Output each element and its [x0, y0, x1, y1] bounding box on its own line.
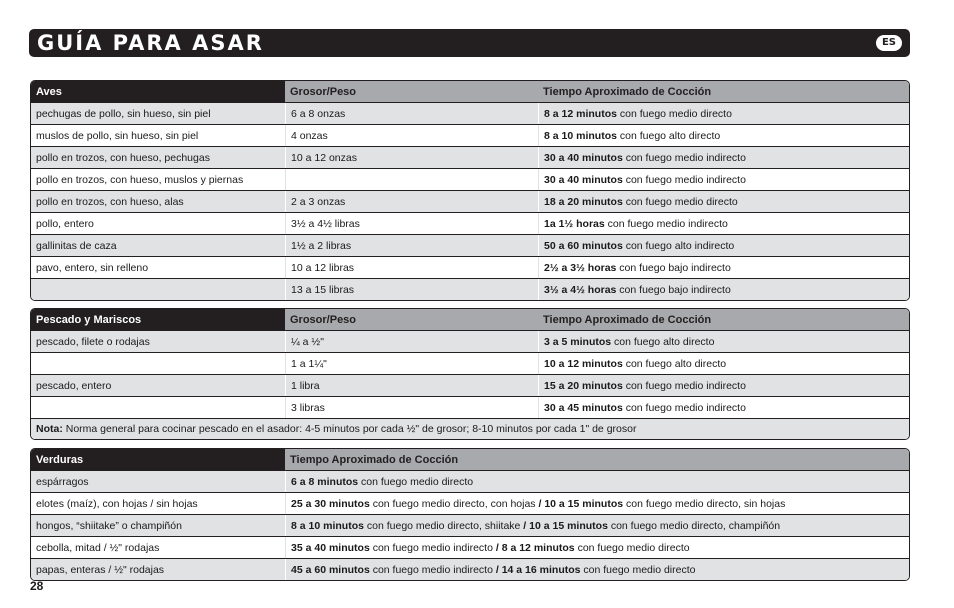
weight-cell: [285, 169, 538, 190]
time-b2: 14 a 16 minutos: [501, 563, 581, 576]
note-label: Nota:: [36, 423, 63, 435]
pescado-header-time: Tiempo Aproximado de Cocción: [538, 309, 909, 330]
weight-cell: 13 a 15 libras: [285, 279, 538, 300]
page-title-bar: [29, 29, 910, 57]
time-detail: con fuego alto directo: [616, 129, 721, 142]
table-row: [31, 558, 909, 580]
table-row: [31, 168, 909, 190]
time-cell: [538, 331, 909, 352]
page-number: 28: [30, 579, 44, 593]
time-bold: 30 a 45 minutos: [544, 401, 623, 414]
item-cell: pollo en trozos, con hueso, pechugas: [36, 151, 210, 164]
table-row: [31, 536, 909, 558]
table-row: [31, 470, 909, 492]
time-detail: con fuego medio directo: [622, 195, 738, 208]
table-row: [31, 190, 909, 212]
verduras-header-item: Verduras: [31, 449, 285, 470]
weight-cell: 6 a 8 onzas: [285, 103, 538, 124]
aves-header: [31, 81, 909, 102]
aves-table: [30, 80, 910, 301]
time-cell: [285, 537, 909, 558]
time-b2: 10 a 15 minutos: [529, 519, 608, 532]
time-detail: con fuego alto directo: [611, 335, 715, 348]
time-b1: 25 a 30 minutos: [291, 497, 370, 510]
item-cell: gallinitas de caza: [36, 239, 117, 252]
time-bold: 30 a 40 minutos: [544, 173, 623, 186]
time-bold: 50 a 60 minutos: [544, 239, 623, 252]
time-sep: /: [495, 541, 502, 554]
time-bold: 8 a 12 minutos: [544, 107, 617, 120]
time-t1: con fuego medio directo: [358, 475, 474, 488]
time-cell: [285, 471, 909, 492]
table-row: [31, 234, 909, 256]
time-cell: [538, 103, 909, 124]
verduras-table: [30, 448, 910, 581]
note-text: Norma general para cocinar pescado en el asador: 4-5 minutos por cada ½" de grosor; 8-10 minutos por cada 1" de grosor: [62, 423, 637, 435]
time-b2: 8 a 12 minutos: [501, 541, 575, 554]
time-sep: /: [538, 497, 545, 510]
time-detail: con fuego medio indirecto: [622, 173, 746, 186]
time-b1: 35 a 40 minutos: [291, 541, 370, 554]
page-title: GUÍA PARA ASAR: [37, 31, 264, 55]
time-bold: 10 a 12 minutos: [544, 357, 623, 370]
time-detail: con fuego alto directo: [622, 357, 727, 370]
verduras-header-time: Tiempo Aproximado de Cocción: [285, 449, 909, 470]
table-row: [31, 514, 909, 536]
weight-cell: 4 onzas: [285, 125, 538, 146]
time-b1: 6 a 8 minutos: [291, 475, 359, 488]
time-b1: 8 a 10 minutos: [291, 519, 364, 532]
time-detail: con fuego alto indirecto: [622, 239, 735, 252]
item-cell: espárragos: [36, 475, 89, 488]
aves-header-time: Tiempo Aproximado de Cocción: [538, 81, 909, 102]
pescado-header-item: Pescado y Mariscos: [31, 309, 285, 330]
item-cell: cebolla, mitad / ½" rodajas: [36, 541, 160, 554]
time-cell: [538, 375, 909, 396]
time-cell: [538, 213, 909, 234]
time-bold: 1a 1½ horas: [544, 217, 605, 230]
table-row: [31, 102, 909, 124]
weight-cell: 1½ a 2 libras: [285, 235, 538, 256]
item-cell: pollo en trozos, con hueso, alas: [36, 195, 184, 208]
table-row: [31, 492, 909, 514]
aves-header-weight: Grosor/Peso: [285, 81, 538, 102]
item-cell: [31, 353, 285, 374]
time-bold: 3½ a 4½ horas: [544, 283, 617, 296]
weight-cell: 10 a 12 libras: [285, 257, 538, 278]
time-t1: con fuego medio directo, shiitake: [363, 519, 524, 532]
item-cell: pavo, entero, sin relleno: [36, 261, 149, 274]
time-cell: [285, 559, 909, 580]
time-t2: con fuego medio directo: [580, 563, 696, 576]
item-cell: [31, 279, 285, 300]
time-t1: con fuego medio directo, con hojas: [369, 497, 539, 510]
time-cell: [285, 515, 909, 536]
time-cell: [538, 279, 909, 300]
time-t1: con fuego medio indirecto: [369, 563, 496, 576]
time-bold: 18 a 20 minutos: [544, 195, 623, 208]
time-cell: [538, 169, 909, 190]
language-badge: ES: [876, 35, 902, 51]
pescado-header-weight: Grosor/Peso: [285, 309, 538, 330]
time-t2: con fuego medio directo: [574, 541, 690, 554]
time-cell: [538, 147, 909, 168]
item-cell: pechugas de pollo, sin hueso, sin piel: [36, 107, 211, 120]
table-row: [31, 330, 909, 352]
time-b1: 45 a 60 minutos: [291, 563, 370, 576]
time-t2: con fuego medio directo, sin hojas: [623, 497, 786, 510]
time-t1: con fuego medio indirecto: [369, 541, 496, 554]
time-detail: con fuego medio indirecto: [622, 379, 746, 392]
pescado-note: [31, 418, 909, 439]
item-cell: muslos de pollo, sin hueso, sin piel: [36, 129, 199, 142]
time-t2: con fuego medio directo, champiñón: [607, 519, 781, 532]
verduras-header: [31, 449, 909, 470]
time-cell: [285, 493, 909, 514]
pescado-header: [31, 309, 909, 330]
weight-cell: 10 a 12 onzas: [285, 147, 538, 168]
time-cell: [538, 353, 909, 374]
time-detail: con fuego medio directo: [616, 107, 732, 120]
table-row: [31, 396, 909, 418]
item-cell: [31, 397, 285, 418]
weight-cell: 1 a 1¼": [285, 353, 538, 374]
table-row: [31, 256, 909, 278]
item-cell: pescado, entero: [36, 379, 112, 392]
item-cell: hongos, “shiitake” o champiñón: [36, 519, 182, 532]
time-cell: [538, 397, 909, 418]
table-row: [31, 212, 909, 234]
time-detail: con fuego medio indirecto: [622, 151, 746, 164]
time-bold: 30 a 40 minutos: [544, 151, 623, 164]
weight-cell: 1 libra: [285, 375, 538, 396]
weight-cell: 3½ a 4½ libras: [285, 213, 538, 234]
table-row: [31, 352, 909, 374]
item-cell: elotes (maíz), con hojas / sin hojas: [36, 497, 198, 510]
item-cell: pollo, entero: [36, 217, 94, 230]
time-sep: /: [495, 563, 502, 576]
weight-cell: 3 libras: [285, 397, 538, 418]
time-detail: con fuego bajo indirecto: [616, 261, 731, 274]
pescado-table: [30, 308, 910, 440]
weight-cell: ¼ a ½": [285, 331, 538, 352]
time-detail: con fuego bajo indirecto: [616, 283, 731, 296]
time-bold: 2½ a 3½ horas: [544, 261, 617, 274]
time-cell: [538, 125, 909, 146]
item-cell: pescado, filete o rodajas: [36, 335, 150, 348]
table-row: [31, 278, 909, 300]
time-b2: 10 a 15 minutos: [544, 497, 624, 510]
item-cell: papas, enteras / ½" rodajas: [36, 563, 165, 576]
time-detail: con fuego medio indirecto: [604, 217, 728, 230]
table-row: [31, 146, 909, 168]
table-row: [31, 374, 909, 396]
time-bold: 8 a 10 minutos: [544, 129, 617, 142]
aves-header-item: Aves: [31, 81, 285, 102]
item-cell: pollo en trozos, con hueso, muslos y piernas: [36, 173, 244, 186]
time-cell: [538, 235, 909, 256]
time-bold: 3 a 5 minutos: [544, 335, 612, 348]
time-bold: 15 a 20 minutos: [544, 379, 623, 392]
table-row: [31, 124, 909, 146]
time-detail: con fuego medio indirecto: [622, 401, 746, 414]
time-cell: [538, 257, 909, 278]
time-sep: /: [523, 519, 530, 532]
weight-cell: 2 a 3 onzas: [285, 191, 538, 212]
time-cell: [538, 191, 909, 212]
